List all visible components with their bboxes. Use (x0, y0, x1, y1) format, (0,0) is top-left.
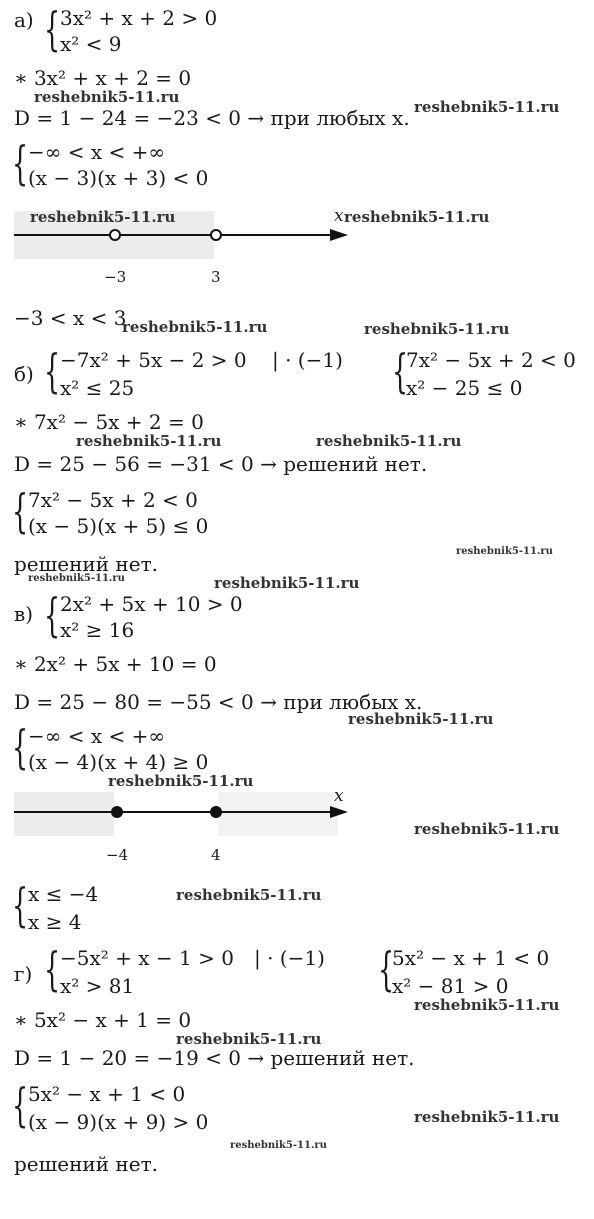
part-a-sys2-line1: −∞ < x < +∞ (28, 140, 166, 164)
watermark: reshebnik5-11.ru (28, 573, 125, 584)
part-a-discriminant: D = 1 − 24 = −23 < 0 → при любых x. (14, 106, 410, 130)
part-b-sys2-line1: 7x² − 5x + 2 < 0 (28, 488, 198, 512)
watermark: reshebnik5-11.ru (414, 98, 560, 116)
part-d-equation: ∗ 5x² − x + 1 = 0 (14, 1008, 192, 1032)
part-c-sys3-line1: x ≤ −4 (28, 882, 99, 906)
watermark: reshebnik5-11.ru (414, 820, 560, 838)
part-b-sys1b-line1: 7x² − 5x + 2 < 0 (406, 348, 576, 372)
watermark: reshebnik5-11.ru (364, 320, 510, 338)
part-d-label: г) (14, 962, 33, 986)
part-d-multiplier: | · (−1) (254, 946, 325, 970)
part-c-sys1-line2: x² ≥ 16 (60, 618, 135, 642)
axis-label: x (334, 206, 344, 226)
tick-label: −4 (106, 846, 129, 864)
system-brace: { (44, 942, 61, 996)
system-brace: { (12, 484, 29, 538)
system-brace: { (44, 344, 61, 398)
part-c-sys1-line1: 2x² + 5x + 10 > 0 (60, 592, 243, 616)
part-b-sys1-line2: x² ≤ 25 (60, 376, 135, 400)
tick-label: 3 (211, 268, 221, 286)
part-d-discriminant: D = 1 − 20 = −19 < 0 → решений нет. (14, 1046, 415, 1070)
shaded-ray-left (14, 792, 114, 836)
part-b-discriminant: D = 25 − 56 = −31 < 0 → решений нет. (14, 452, 428, 476)
part-b-equation: ∗ 7x² − 5x + 2 = 0 (14, 410, 204, 434)
watermark: reshebnik5-11.ru (176, 886, 322, 904)
watermark: reshebnik5-11.ru (344, 208, 490, 226)
part-d-sys2-line1: 5x² − x + 1 < 0 (28, 1082, 186, 1106)
system-brace: { (12, 1078, 29, 1132)
watermark: reshebnik5-11.ru (214, 574, 360, 592)
closed-point (210, 806, 222, 818)
watermark: reshebnik5-11.ru (122, 318, 268, 336)
part-d-sys1b-line2: x² − 81 > 0 (392, 974, 509, 998)
part-d-sys1b-line1: 5x² − x + 1 < 0 (392, 946, 550, 970)
watermark: reshebnik5-11.ru (176, 1030, 322, 1048)
shaded-ray-right (218, 792, 338, 836)
system-brace: { (44, 588, 61, 642)
part-b-multiplier: | · (−1) (272, 348, 343, 372)
watermark: reshebnik5-11.ru (34, 88, 180, 106)
part-a-sys2-line2: (x − 3)(x + 3) < 0 (28, 166, 209, 190)
part-b-sys2-line2: (x − 5)(x + 5) ≤ 0 (28, 514, 209, 538)
watermark: reshebnik5-11.ru (348, 710, 494, 728)
part-c-label: в) (14, 602, 34, 626)
system-brace: { (378, 942, 395, 996)
closed-point (111, 806, 123, 818)
watermark: reshebnik5-11.ru (316, 432, 462, 450)
part-c-equation: ∗ 2x² + 5x + 10 = 0 (14, 652, 217, 676)
part-c-sys2-line2: (x − 4)(x + 4) ≥ 0 (28, 750, 209, 774)
part-a-sys1-line2: x² < 9 (60, 32, 122, 56)
part-d-sys1-line1: −5x² + x − 1 > 0 (60, 946, 234, 970)
part-b-sys1b-line2: x² − 25 ≤ 0 (406, 376, 523, 400)
watermark: reshebnik5-11.ru (414, 996, 560, 1014)
part-a-label: а) (14, 8, 34, 32)
tick-label: 4 (211, 846, 221, 864)
tick-label: −3 (104, 268, 127, 286)
watermark: reshebnik5-11.ru (30, 208, 176, 226)
watermark: reshebnik5-11.ru (76, 432, 222, 450)
part-b-sys1-line1: −7x² + 5x − 2 > 0 (60, 348, 247, 372)
watermark: reshebnik5-11.ru (108, 772, 254, 790)
part-c-sys3-line2: x ≥ 4 (28, 910, 82, 934)
axis-arrow-icon (330, 806, 348, 818)
system-brace: { (12, 136, 29, 190)
part-b-answer: решений нет. (14, 552, 159, 576)
part-a-sys1-line1: 3x² + x + 2 > 0 (60, 6, 218, 30)
system-brace: { (44, 2, 61, 56)
part-c-sys2-line1: −∞ < x < +∞ (28, 724, 166, 748)
part-a-answer: −3 < x < 3 (14, 306, 127, 330)
part-b-label: б) (14, 362, 34, 386)
watermark: reshebnik5-11.ru (230, 1140, 327, 1151)
part-d-sys2-line2: (x − 9)(x + 9) > 0 (28, 1110, 209, 1134)
part-a-equation: ∗ 3x² + x + 2 = 0 (14, 66, 192, 90)
open-point (211, 230, 221, 240)
part-d-answer: решений нет. (14, 1152, 159, 1176)
open-point (110, 230, 120, 240)
system-brace: { (12, 878, 29, 932)
axis-arrow-icon (330, 229, 348, 241)
system-brace: { (12, 720, 29, 774)
axis-label: x (334, 786, 344, 806)
system-brace: { (392, 344, 409, 398)
part-c-discriminant: D = 25 − 80 = −55 < 0 → при любых x. (14, 690, 423, 714)
watermark: reshebnik5-11.ru (456, 546, 553, 557)
watermark: reshebnik5-11.ru (414, 1108, 560, 1126)
part-d-sys1-line2: x² > 81 (60, 974, 135, 998)
